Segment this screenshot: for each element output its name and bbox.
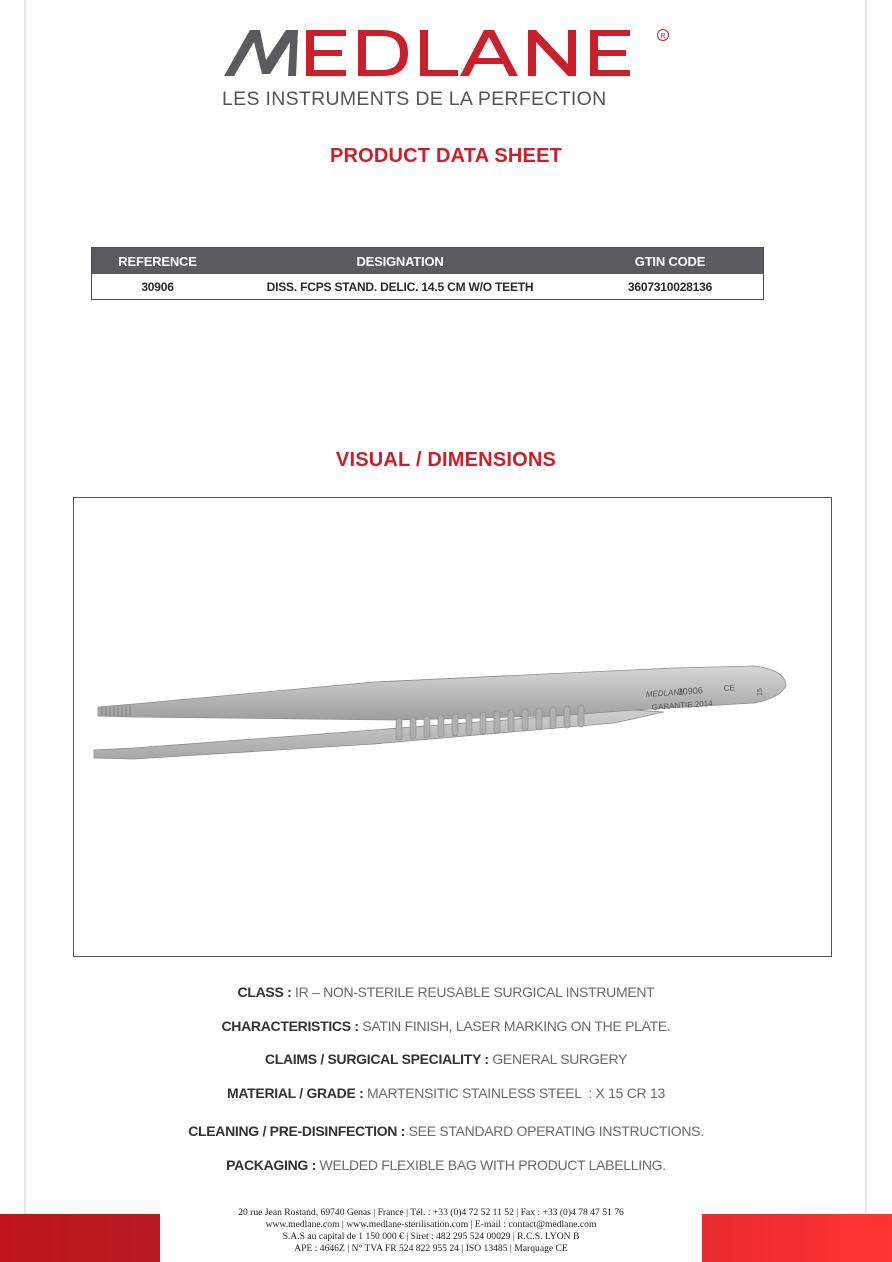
gtin-code-header: GTIN CODE	[577, 248, 764, 275]
table-header-row	[92, 248, 764, 275]
marking-ref: 30906	[677, 685, 704, 697]
reference-table	[91, 247, 764, 300]
designation-header: DESIGNATION	[223, 248, 577, 275]
gtin-code-cell: 3607310028136	[577, 274, 764, 300]
footer-web: www.medlane.com | www.medlane-sterilisation.com | E-mail : contact@medlane.com	[265, 1219, 597, 1230]
marking-ce: CE	[723, 683, 736, 693]
spec-packaging: PACKAGING : WELDED FLEXIBLE BAG WITH PRODUCT LABELLING.	[226, 1157, 666, 1173]
footer-red-bar-right	[702, 1214, 892, 1262]
footer-registration: S.A.S au capital de 1 150 000 € | Siret : 482 295 524 00029 | R.C.S. LYON B	[282, 1231, 580, 1242]
footer-company-info	[160, 1207, 702, 1255]
marking-warranty: GARANTIE 2014	[651, 698, 713, 712]
left-border-line	[24, 0, 26, 1262]
brand-tagline: LES INSTRUMENTS DE LA PERFECTION	[222, 88, 607, 110]
medlane-logo	[222, 22, 672, 82]
spec-claims: CLAIMS / SURGICAL SPECIALITY : GENERAL SURGERY	[264, 1051, 628, 1067]
reference-cell: 30906	[92, 274, 224, 300]
marking-brand: MEDLANE	[645, 687, 685, 699]
footer-address: 20 rue Jean Rostand, 69740 Genas | France | Tél. : +33 (0)4 72 52 11 52 | Fax : +33 (0)4 78 47 51 76	[238, 1207, 624, 1218]
visual-frame	[73, 497, 832, 957]
table-row	[92, 274, 764, 300]
spec-material: MATERIAL / GRADE : MARTENSITIC STAINLESS STEEL : X 15 CR 13	[227, 1085, 665, 1101]
forceps-image	[74, 498, 831, 956]
spec-cleaning: CLEANING / PRE-DISINFECTION : SEE STANDARD OPERATING INSTRUCTIONS.	[188, 1123, 704, 1139]
product-data-sheet-heading: PRODUCT DATA SHEET	[329, 145, 563, 167]
spec-characteristics: CHARACTERISTICS : SATIN FINISH, LASER MARKING ON THE PLATE.	[221, 1018, 671, 1034]
reference-header: REFERENCE	[92, 248, 224, 275]
spec-class: CLASS : IR – NON-STERILE REUSABLE SURGICAL INSTRUMENT	[237, 984, 655, 1000]
marking-grade: 15	[757, 688, 764, 696]
visual-dimensions-heading: VISUAL / DIMENSIONS	[335, 449, 557, 471]
footer-tax: APE : 4646Z | N° TVA FR 524 822 955 24 | ISO 13485 | Marquage CE	[294, 1243, 568, 1254]
svg-text:R: R	[660, 33, 666, 40]
designation-cell: DISS. FCPS STAND. DELIC. 14.5 CM W/O TEETH	[223, 274, 577, 300]
footer-red-bar-left	[0, 1214, 160, 1262]
right-border-line	[865, 0, 867, 1262]
